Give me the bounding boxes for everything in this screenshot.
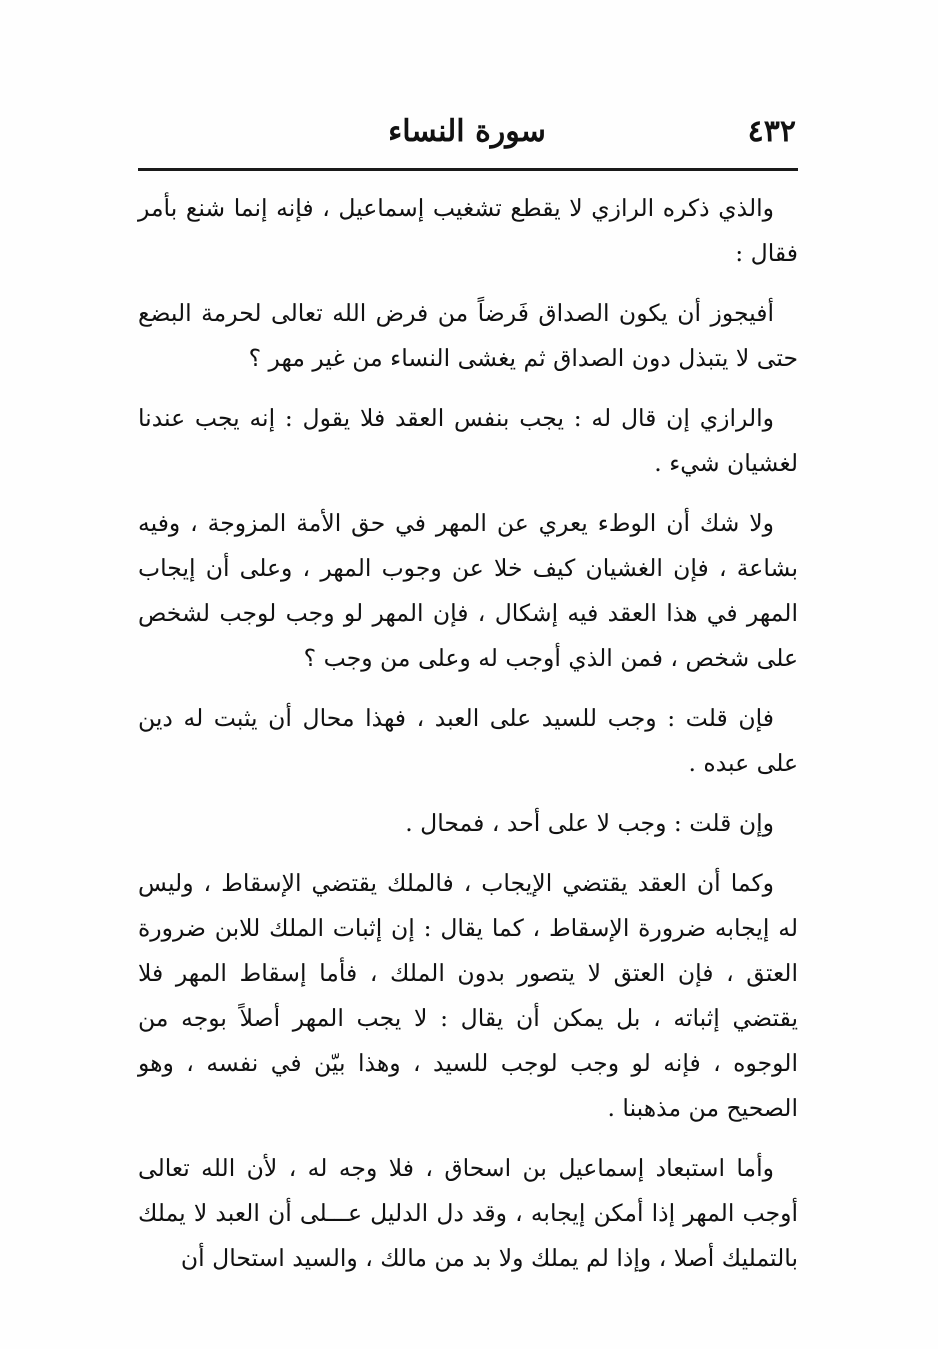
paragraph-4: ولا شك أن الوطء يعري عن المهر في حق الأمة المزوجة ، وفيه بشاعة ، فإن الغشيان كيف خلا عن وجوب المهر ، وعلى أن إيجاب المهر في هذا العقد فيه إشكال ، فإن المهر لو وجب لوجب لشخص على شخص ، فمن الذي أوجب له وعلى من وجب ؟	[138, 509, 798, 672]
paragraph-2: أفيجوز أن يكون الصداق فَرضاً من فرض الله تعالى لحرمة البضع حتى لا يتبذل دون الصداق ثم يغشى النساء من غير مهر ؟	[138, 299, 798, 372]
paragraph-6: وإن قلت : وجب لا على أحد ، فمحال .	[405, 809, 774, 837]
paragraph-3: والرازي إن قال له : يجب بنفس العقد فلا يقول : إنه يجب عندنا لغشيان شيء .	[138, 404, 798, 477]
page-body	[138, 186, 798, 1296]
paragraph-8: وأما استبعاد إسماعيل بن اسحاق ، فلا وجه له ، لأن الله تعالى أوجب المهر إذا أمكن إيجابه ، وقد دل الدليل عـــلى أن العبد لا يملك بالتمليك أصلا ، وإذا لم يملك ولا بد من مالك ، والسيد استحال أن	[138, 1154, 798, 1272]
paragraph-5: فإن قلت : وجب للسيد على العبد ، فهذا محال أن يثبت له دين على عبده .	[138, 704, 798, 777]
paragraph-7: وكما أن العقد يقتضي الإيجاب ، فالملك يقتضي الإسقاط ، وليس له إيجابه ضرورة الإسقاط ، كما يقال : إن إثبات الملك للابن ضرورة العتق ، فإن العتق لا يتصور بدون الملك ، فأما إسقاط المهر فلا يقتضي إثباته ، بل يمكن أن يقال : لا يجب المهر أصلاً بوجه من الوجوه ، فإنه لو وجب لوجب للسيد ، وهذا بيّن في نفسه ، وهو الصحيح من مذهبنا .	[138, 869, 798, 1122]
page-number: ٤٣٢	[747, 114, 796, 149]
running-title: سورة النساء	[388, 114, 546, 149]
paragraph-1: والذي ذكره الرازي لا يقطع تشغيب إسماعيل ، فإنه إنما شنع بأمر فقال :	[138, 194, 798, 267]
page-header	[138, 112, 796, 160]
header-rule	[138, 168, 798, 171]
